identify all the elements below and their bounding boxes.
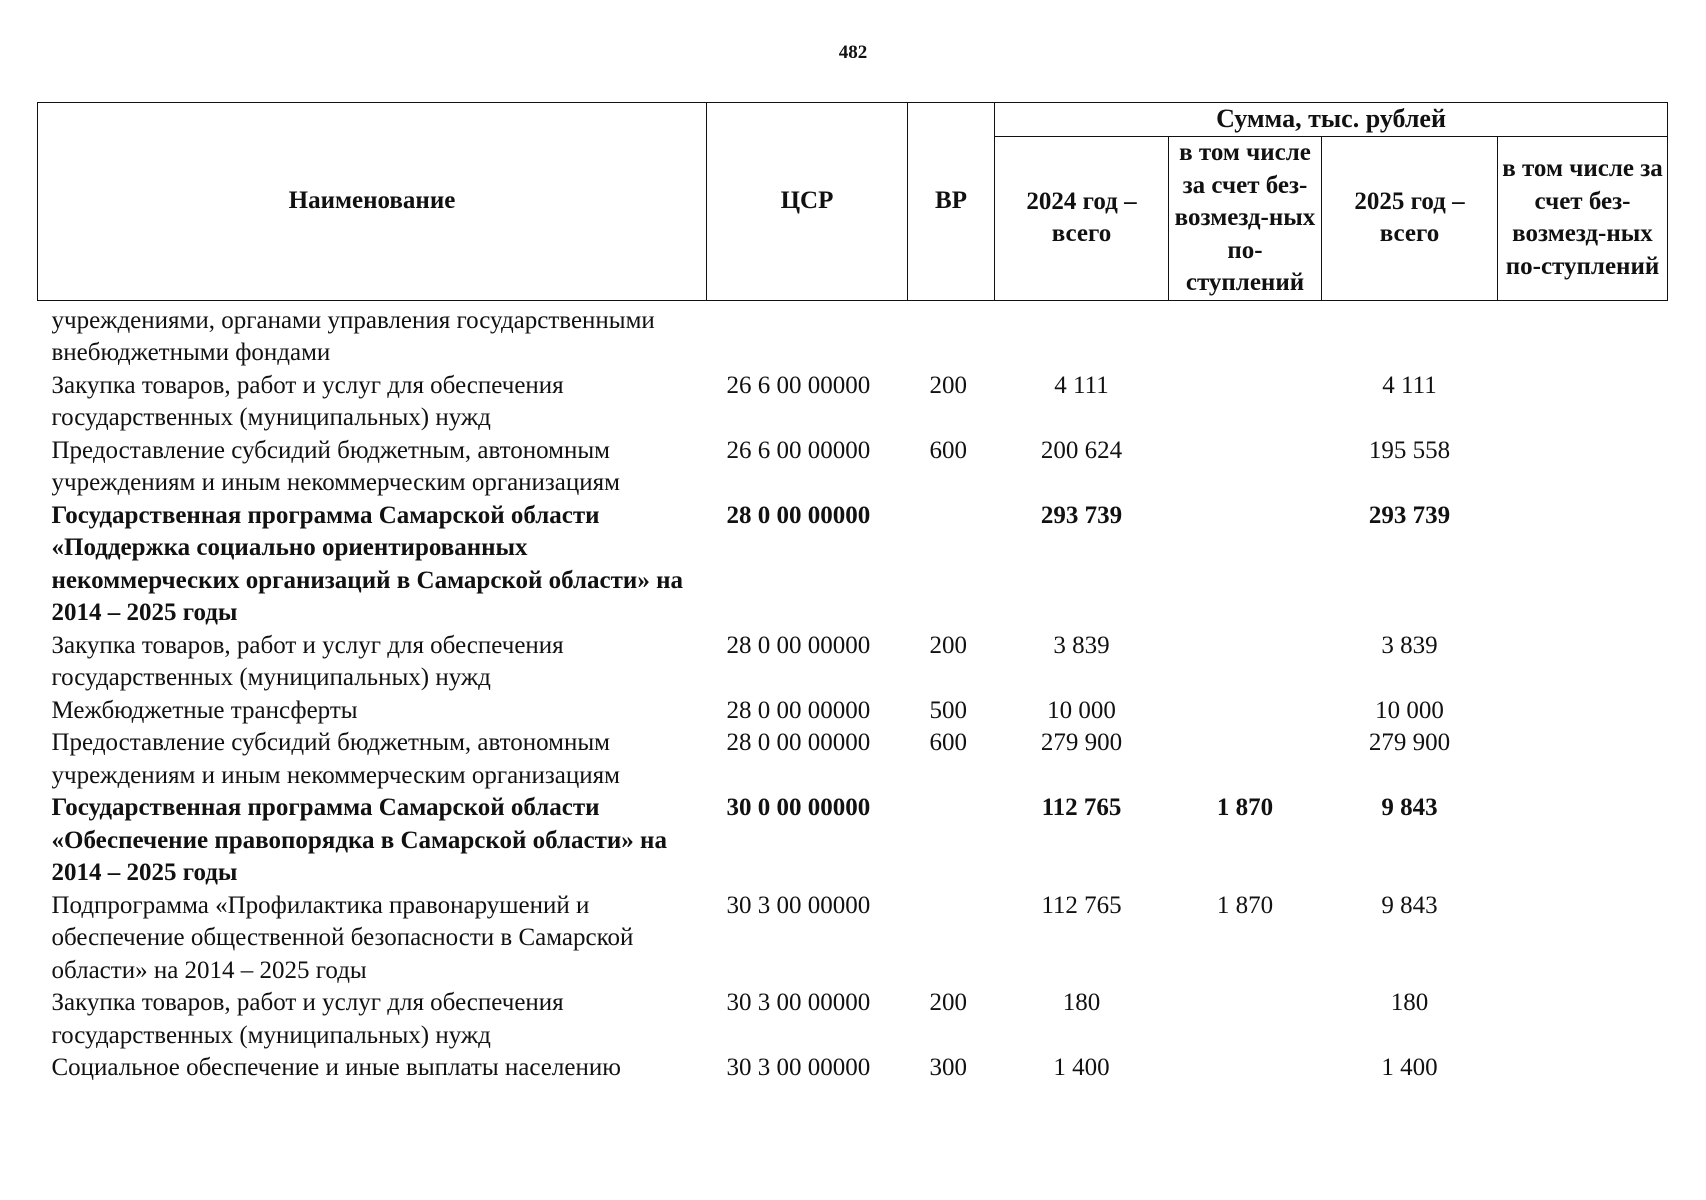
cell-2025-total: 3 839 <box>1381 631 1438 659</box>
header-2024-total: 2024 год – всего <box>995 137 1169 301</box>
cell-2025-incl <box>1498 695 1668 728</box>
cell-csr: 28 0 00 00000 <box>726 729 871 756</box>
table-row <box>38 370 1668 435</box>
cell-csr: 30 0 00 00000 <box>726 794 871 821</box>
header-vr: ВР <box>908 103 995 301</box>
cell-2024-incl <box>1169 300 1322 370</box>
cell-2025-incl <box>1498 792 1668 890</box>
cell-2024-incl: 1 870 <box>1216 891 1274 919</box>
cell-vr: 600 <box>929 436 967 464</box>
cell-2024-incl <box>1169 695 1322 728</box>
cell-2025-total: 180 <box>1390 989 1429 1016</box>
cell-name: Закупка товаров, работ и услуг для обеспечения государственных (муниципальных) нужд <box>51 371 564 431</box>
cell-2025-incl <box>1498 1052 1668 1085</box>
table-row <box>38 695 1668 728</box>
cell-2024-total <box>995 300 1169 370</box>
page-number: 482 <box>838 42 868 63</box>
table-row <box>38 727 1668 792</box>
table-row <box>38 630 1668 695</box>
header-2025-total: 2025 год – всего <box>1322 137 1498 301</box>
cell-2025-total: 4 111 <box>1382 371 1437 399</box>
table-row <box>38 435 1668 500</box>
table-row <box>38 987 1668 1052</box>
cell-2025-total: 195 558 <box>1368 436 1451 464</box>
cell-name: Предоставление субсидий бюджетным, автономным учреждениям и иным некоммерческим организациям <box>51 436 620 496</box>
cell-2024-total: 3 839 <box>1053 631 1110 659</box>
cell-2025-total: 293 739 <box>1368 501 1451 529</box>
table-row <box>38 300 1668 370</box>
table-header <box>38 103 1668 301</box>
cell-2025-incl <box>1498 500 1668 630</box>
cell-2025-incl <box>1498 890 1668 988</box>
cell-2024-incl <box>1169 500 1322 630</box>
cell-2025-total <box>1322 300 1498 370</box>
cell-2024-total: 4 111 <box>1054 371 1109 399</box>
cell-csr: 28 0 00 00000 <box>726 631 871 659</box>
header-csr: ЦСР <box>707 103 908 301</box>
cell-2025-total: 1 400 <box>1381 1054 1438 1081</box>
cell-csr <box>707 300 908 370</box>
cell-2024-total: 180 <box>1062 989 1101 1016</box>
table-row <box>38 890 1668 988</box>
cell-name: Закупка товаров, работ и услуг для обеспечения государственных (муниципальных) нужд <box>51 989 564 1049</box>
cell-2024-total: 279 900 <box>1040 729 1123 756</box>
cell-name: Социальное обеспечение и иные выплаты населению <box>51 1054 621 1081</box>
cell-2024-incl <box>1169 435 1322 500</box>
cell-2024-incl <box>1169 727 1322 792</box>
table-row-program <box>38 792 1668 890</box>
cell-2025-incl <box>1498 630 1668 695</box>
cell-vr <box>908 890 995 988</box>
cell-vr: 300 <box>929 1054 967 1081</box>
cell-name: Подпрограмма «Профилактика правонарушений и обеспечение общественной безопасности в Самарской области» на 2014 – 2025 годы <box>51 891 634 984</box>
cell-2024-total: 10 000 <box>1047 696 1116 724</box>
cell-2024-incl <box>1169 987 1322 1052</box>
cell-name: Закупка товаров, работ и услуг для обеспечения государственных (муниципальных) нужд <box>51 631 564 691</box>
header-sum-group: Сумма, тыс. рублей <box>995 103 1668 137</box>
cell-2025-total: 279 900 <box>1368 729 1451 756</box>
cell-2024-incl <box>1169 630 1322 695</box>
header-2025-incl: в том числе за счет без-возмезд-ных по-ступлений <box>1498 137 1668 301</box>
cell-2024-incl: 1 870 <box>1216 794 1274 821</box>
cell-2025-total: 9 843 <box>1381 891 1438 919</box>
table-row-program <box>38 500 1668 630</box>
cell-csr: 30 3 00 00000 <box>726 891 871 919</box>
cell-2024-incl <box>1169 1052 1322 1085</box>
cell-2025-incl <box>1498 435 1668 500</box>
header-name: Наименование <box>38 103 707 301</box>
cell-csr: 26 6 00 00000 <box>726 371 871 399</box>
cell-csr: 28 0 00 00000 <box>726 696 871 724</box>
cell-2024-total: 112 765 <box>1041 794 1122 821</box>
cell-2024-total: 200 624 <box>1040 436 1123 464</box>
cell-vr: 500 <box>929 696 967 724</box>
cell-2024-incl <box>1169 370 1322 435</box>
header-2024-incl: в том числе за счет без-возмезд-ных по-ступлений <box>1169 137 1322 301</box>
cell-csr: 26 6 00 00000 <box>726 436 871 464</box>
cell-name: Предоставление субсидий бюджетным, автономным учреждениям и иным некоммерческим организациям <box>51 729 620 789</box>
cell-vr: 200 <box>929 989 967 1016</box>
cell-2025-total: 9 843 <box>1381 794 1438 821</box>
cell-name: Государственная программа Самарской области «Поддержка социально ориентированных некоммерческих организаций в Самарской области» на 2014 – 2025 годы <box>51 501 683 626</box>
cell-2024-total: 1 400 <box>1053 1054 1110 1081</box>
table-row <box>38 1052 1668 1085</box>
table-body <box>38 300 1668 1085</box>
budget-table <box>37 102 1668 1085</box>
cell-2024-total: 112 765 <box>1041 891 1122 919</box>
cell-name: учреждениями, органами управления государственными внебюджетными фондами <box>51 306 655 366</box>
cell-2025-incl <box>1498 987 1668 1052</box>
cell-csr: 30 3 00 00000 <box>726 989 871 1016</box>
cell-vr: 600 <box>929 729 967 756</box>
cell-vr <box>908 500 995 630</box>
cell-vr <box>908 792 995 890</box>
cell-name: Государственная программа Самарской области «Обеспечение правопорядка в Самарской области» на 2014 – 2025 годы <box>51 794 667 886</box>
cell-vr: 200 <box>929 371 967 399</box>
cell-vr <box>908 300 995 370</box>
cell-2025-incl <box>1498 727 1668 792</box>
cell-csr: 28 0 00 00000 <box>726 501 871 529</box>
cell-csr: 30 3 00 00000 <box>726 1054 871 1081</box>
cell-name: Межбюджетные трансферты <box>51 696 358 724</box>
cell-2025-total: 10 000 <box>1375 696 1444 724</box>
cell-2025-incl <box>1498 370 1668 435</box>
cell-vr: 200 <box>929 631 967 659</box>
cell-2025-incl <box>1498 300 1668 370</box>
cell-2024-total: 293 739 <box>1040 501 1123 529</box>
